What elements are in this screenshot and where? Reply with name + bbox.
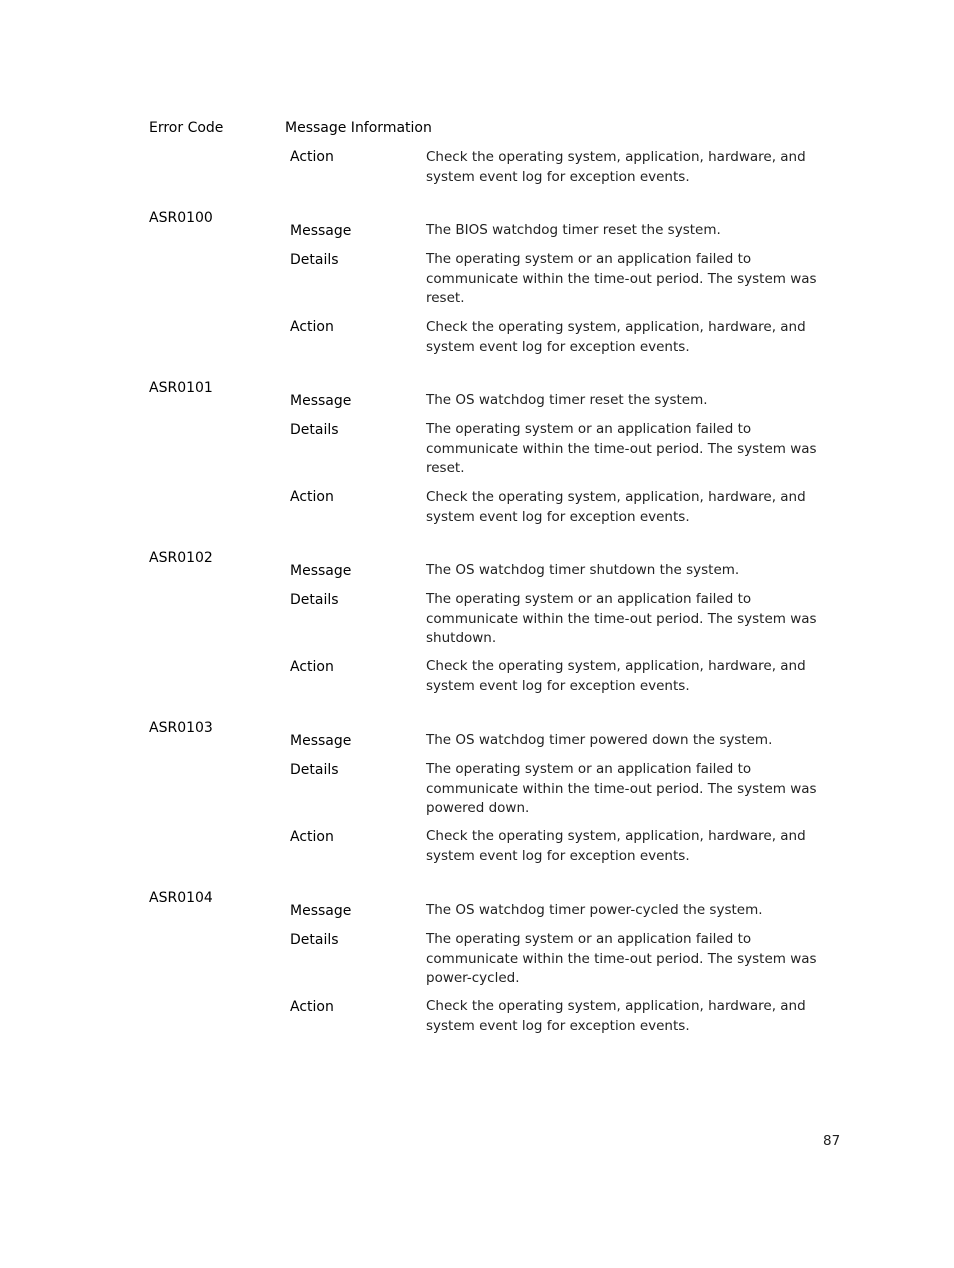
error-code: ASR0103 [149,720,213,736]
action-text: Check the operating system, application, hardware, and system event log for exception events. [426,658,806,694]
details-label: Details [290,252,339,268]
details-text: The operating system or an application failed to communicate within the time-out period. The system was powered down. [426,761,817,816]
details-label: Details [290,422,339,438]
action-text: Check the operating system, application, hardware, and system event log for exception events. [426,828,806,864]
action-text: Check the operating system, application, hardware, and system event log for exception events. [426,998,806,1034]
message-text: The BIOS watchdog timer reset the system. [426,222,721,238]
message-label: Message [290,733,352,749]
action-text: Check the operating system, application, hardware, and system event log for exception events. [426,319,806,355]
details-text: The operating system or an application failed to communicate within the time-out period. The system was power-cycled. [426,931,817,986]
column-header-error-code: Error Code [149,120,224,136]
action-label: Action [290,149,334,165]
details-text: The operating system or an application failed to communicate within the time-out period. The system was reset. [426,421,817,476]
message-text: The OS watchdog timer reset the system. [426,392,708,408]
action-text: Check the operating system, application, hardware, and system event log for exception events. [426,149,806,185]
error-code: ASR0104 [149,890,213,906]
column-header-message-information: Message Information [285,120,432,136]
action-label: Action [290,999,334,1015]
message-text: The OS watchdog timer shutdown the system. [426,562,740,578]
message-label: Message [290,223,352,239]
message-text: The OS watchdog timer powered down the system. [426,732,773,748]
details-label: Details [290,592,339,608]
details-text: The operating system or an application failed to communicate within the time-out period. The system was shutdown. [426,591,817,646]
details-label: Details [290,762,339,778]
details-text: The operating system or an application failed to communicate within the time-out period. The system was reset. [426,251,817,306]
details-label: Details [290,932,339,948]
action-text: Check the operating system, application, hardware, and system event log for exception events. [426,489,806,525]
message-text: The OS watchdog timer power-cycled the system. [426,902,763,918]
action-label: Action [290,829,334,845]
page-number: 87 [823,1133,841,1149]
action-label: Action [290,659,334,675]
error-code: ASR0101 [149,380,213,396]
action-label: Action [290,319,334,335]
message-label: Message [290,393,352,409]
action-label: Action [290,489,334,505]
error-code: ASR0102 [149,550,213,566]
message-label: Message [290,563,352,579]
message-label: Message [290,903,352,919]
error-code: ASR0100 [149,210,213,226]
